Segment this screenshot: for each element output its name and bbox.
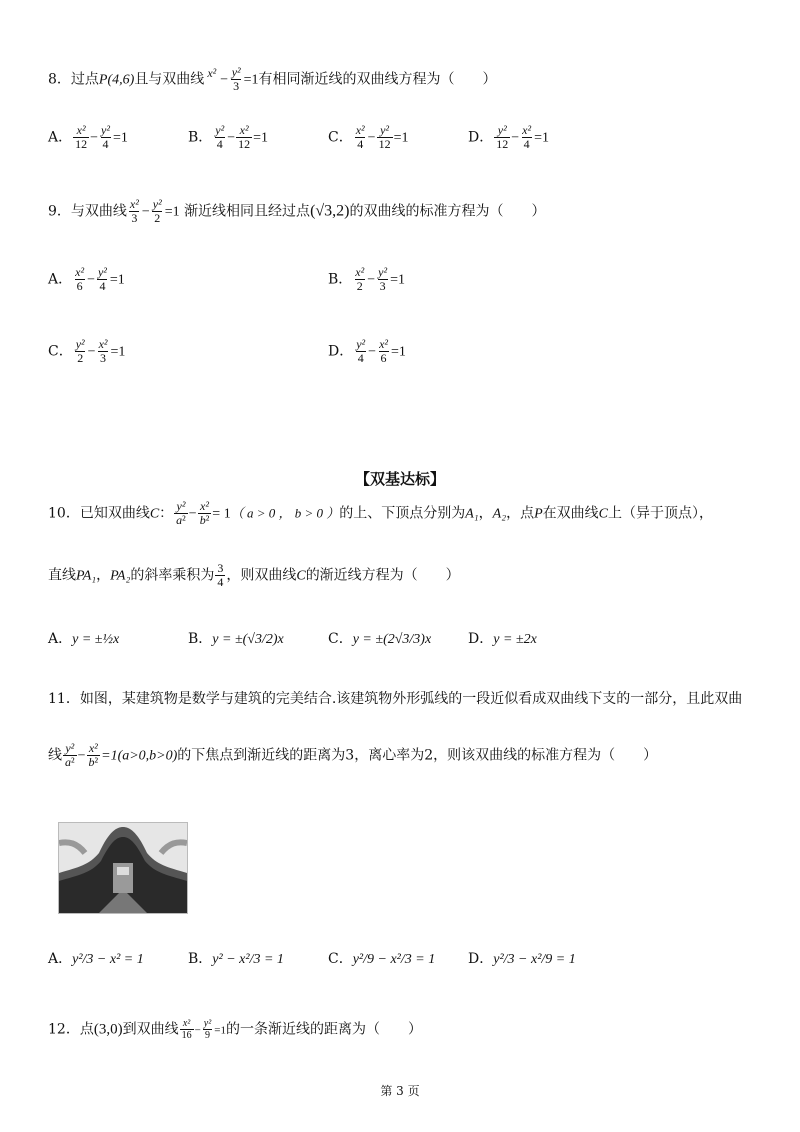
q9-option-a[interactable]: A． $\frac{\text{x²}}{6}$ − $\frac{\text{y²}}{4}$ =1 <box>48 265 125 293</box>
q11-option-d[interactable]: D．y²/3 − x²/9 = 1 <box>468 951 576 967</box>
q10-condition: （ a > 0 ， b > 0 ） <box>230 505 340 521</box>
question-9: 9．与双曲线 $\frac{\text{x²}}{3}$ − $\frac{\text{y²}}{2}$ =1 渐近线相同且经过点(√3,2)的双曲线的标准方程为（ ） <box>48 197 546 225</box>
q10-line2: 直线PA₁，PA₂的斜率乘积为 $\frac{3}{4}$ ，则双曲线C的渐近线方程为（ ） <box>48 561 460 589</box>
question-11 <box>48 688 742 708</box>
q8-option-a[interactable]: A． $\frac{\text{x²}}{12}$ − $\frac{\text{y²}}{4}$ =1 <box>48 123 128 151</box>
q8-number: 8． <box>48 71 71 88</box>
q10-option-c[interactable]: C．y = ±(2√3/3)x <box>328 631 432 647</box>
q12-point: (3,0) <box>93 1021 123 1038</box>
building-photo <box>58 822 188 914</box>
q11-option-b[interactable]: B．y² − x²/3 = 1 <box>188 951 284 967</box>
section-title: 【双基达标】 <box>354 470 445 488</box>
q9-option-b[interactable]: B． $\frac{\text{x²}}{2}$ − $\frac{\text{y²}}{3}$ =1 <box>328 265 405 293</box>
q11-option-c[interactable]: C．y²/9 − x²/3 = 1 <box>328 951 436 967</box>
q9-text-a: 与双曲线 <box>70 203 127 220</box>
q9-option-d[interactable]: D． $\frac{\text{y²}}{4}$ − $\frac{\text{x²}}{6}$ =1 <box>328 337 406 365</box>
q9-text-b: 渐近线相同且经过点 <box>184 203 311 220</box>
q8-text-b: 且与双曲线 <box>134 71 205 88</box>
q8-point: P(4,6) <box>98 72 135 88</box>
q8-text-a: 过点 <box>70 71 99 88</box>
q10-option-d[interactable]: D．y = ±2x <box>468 631 537 647</box>
q11-option-a[interactable]: A．y²/3 − x² = 1 <box>48 951 144 967</box>
q10-curve: C <box>149 506 160 522</box>
q9-number: 9． <box>48 203 71 220</box>
question-8: 8．过点P(4,6)且与双曲线 x² − $\frac{\text{y²}}{3}$ =1有相同渐近线的双曲线方程为（ ） <box>48 65 497 93</box>
building-photo-graphic <box>59 823 187 913</box>
q8-eq-frac-y: $\frac{\text{y²}}{3}$ <box>231 65 241 93</box>
q9-text-c: 的双曲线的标准方程为（ ） <box>349 203 546 220</box>
q9-point: (√3,2) <box>310 202 350 220</box>
q8-option-d[interactable]: D． $\frac{\text{y²}}{12}$ − $\frac{\text{x²}}{4}$ =1 <box>468 123 549 151</box>
q10-text: 已知双曲线 <box>79 505 150 522</box>
q10-option-a[interactable]: A．y = ±½x <box>48 631 120 647</box>
q10-option-b[interactable]: B．y = ±(√3/2)x <box>188 631 284 647</box>
q11-number: 11． <box>48 691 80 707</box>
question-10: 10．已知双曲线C： $\frac{\text{y²}}{\text{a²}}$ − $\frac{\text{x²}}{\text{b²}}$ = 1（ a > 0 ， b > 0 ）的上、下顶点分别为A₁，A₂，点P在双曲线C上（异于顶点）， <box>48 499 713 527</box>
question-12: 12．点(3,0)到双曲线 $\frac{\text{x²}}{16}$ − $\frac{\text{y²}}{9}$ =1的一条渐近线的距离为（ ） <box>48 1018 422 1041</box>
q9-eq: $\frac{\text{x²}}{3}$ <box>129 197 139 225</box>
q9-option-c[interactable]: C． $\frac{\text{y²}}{2}$ − $\frac{\text{x²}}{3}$ =1 <box>48 337 126 365</box>
q10-number: 10． <box>48 505 80 522</box>
q11-line1: 如图，某建筑物是数学与建筑的完美结合.该建筑物外形弧线的一段近似看成双曲线下支的一部分，且此双曲 <box>79 691 743 707</box>
page-footer: 第 3 页 <box>380 1084 420 1098</box>
q8-eq-frac-x: x² <box>207 65 217 80</box>
q8-option-c[interactable]: C． $\frac{\text{x²}}{4}$ − $\frac{\text{y²}}{12}$ =1 <box>328 123 409 151</box>
q11-line2: 线 $\frac{\text{y²}}{\text{a²}}$ − $\frac{\text{x²}}{\text{b²}}$ =1(a>0,b>0)的下焦点到渐近线的距离为3，离心率为2，则该双曲线的标准方程为（ ） <box>48 741 658 769</box>
q8-option-b[interactable]: B． $\frac{\text{y²}}{4}$ − $\frac{\text{x²}}{12}$ =1 <box>188 123 269 151</box>
q8-text-c: 有相同渐近线的双曲线方程为（ ） <box>258 71 497 88</box>
q12-number: 12． <box>48 1021 80 1038</box>
